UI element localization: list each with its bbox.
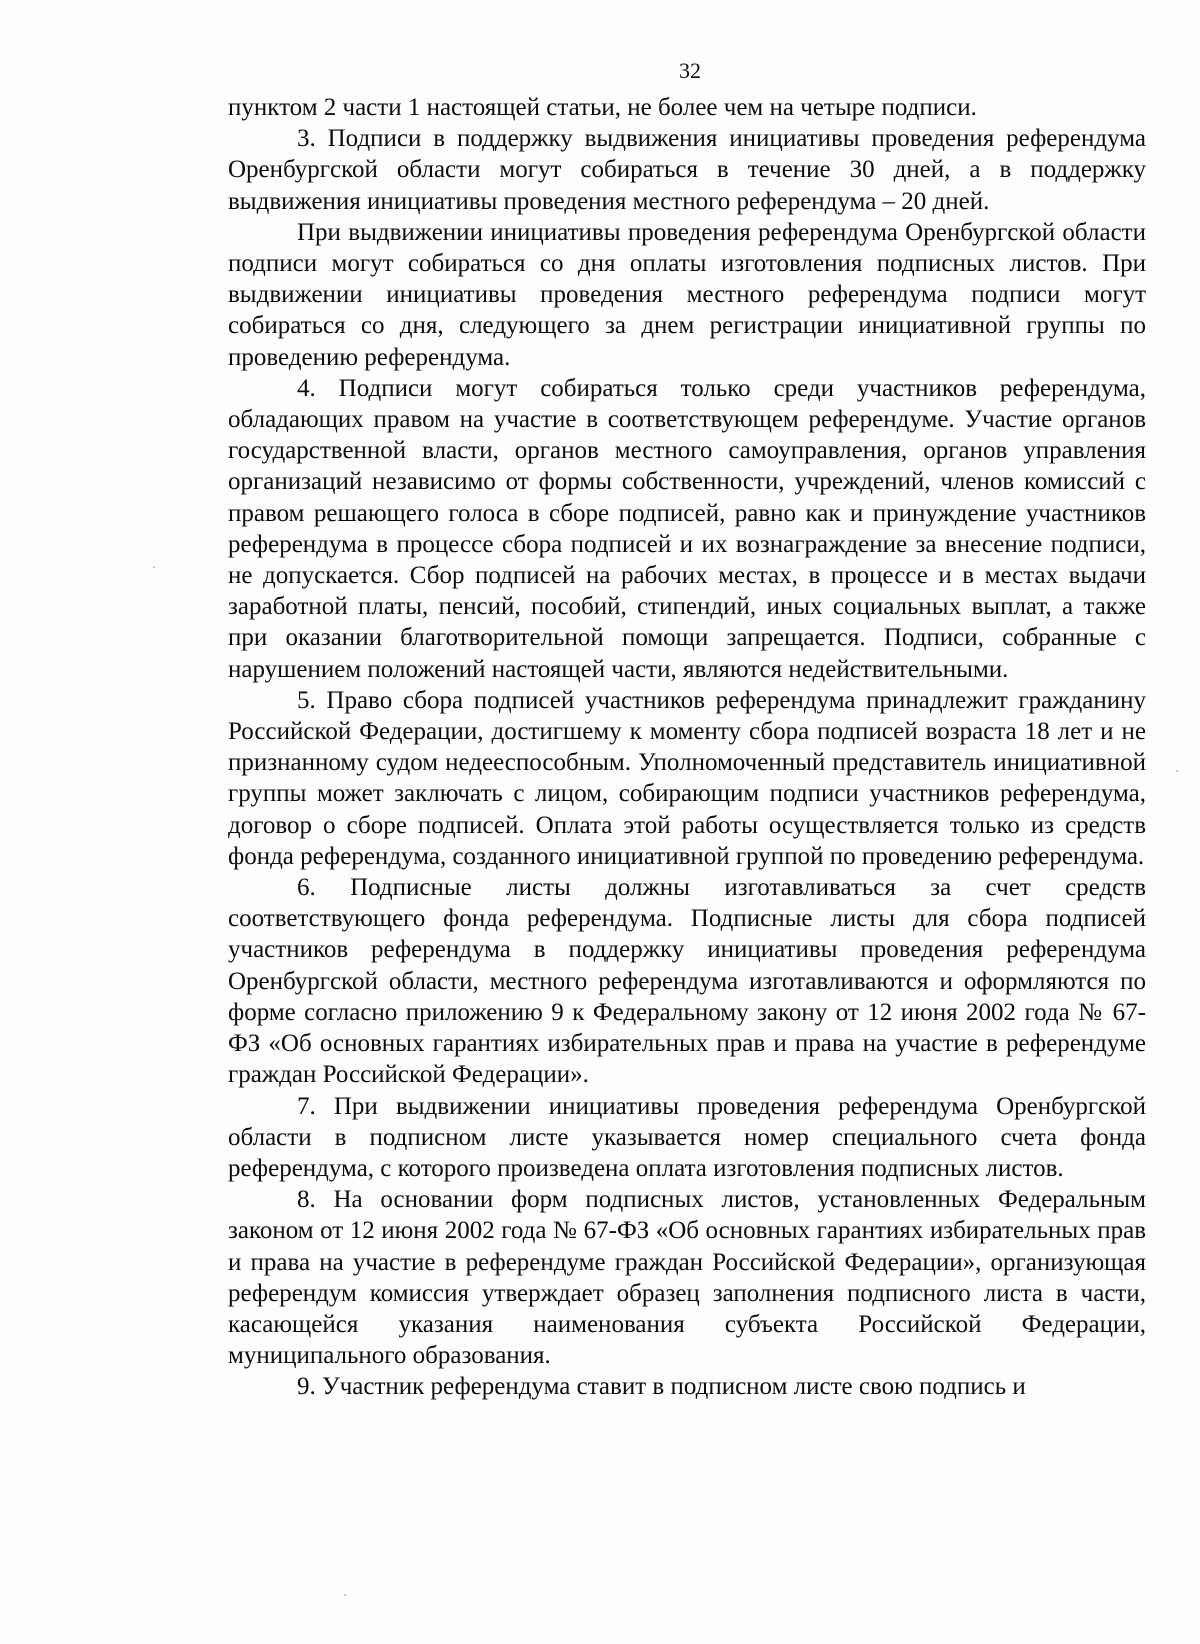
paragraph-8: 8. На основании форм подписных листов, установленных Федеральным законом от 12 июня 2002 года № 67-ФЗ «Об основных гарантиях избирательных прав и права на участие в референдуме граждан Российской Федерации», организующая референдум комиссия утверждает образец заполнения подписного листа в части, касающейся указания наименования субъекта Российской Федерации, муниципального образования. bbox=[228, 1186, 1146, 1370]
paragraph-7: 7. При выдвижении инициативы проведения референдума Оренбургской области в подписном листе указывается номер специального счета фонда референдума, с которого произведена оплата изготовления подписных листов. bbox=[228, 1092, 1146, 1182]
paragraph-5: 5. Право сбора подписей участников референдума принадлежит гражданину Российской Федерации, достигшему к моменту сбора подписей возраста 18 лет и не признанному судом недееспособным. Уполномоченный представитель инициативной группы может заключать с лицом, собирающим подписи участников референдума, договор о сборе подписей. Оплата этой работы осуществляется только из средств фонда референдума, созданного инициативной группой по проведению референдума. bbox=[228, 686, 1146, 870]
paragraph-continuation: пунктом 2 части 1 настоящей статьи, не более чем на четыре подписи. bbox=[228, 94, 977, 121]
page-number: 32 bbox=[679, 58, 701, 83]
paragraph-9: 9. Участник референдума ставит в подписном листе свою подпись и bbox=[297, 1373, 1026, 1401]
scan-speck bbox=[153, 566, 155, 568]
document-body bbox=[228, 92, 1146, 1403]
paragraph-4: 4. Подписи могут собираться только среди участников референдума, обладающих правом на участие в соответствующем референдуме. Участие органов государственной власти, органов местного самоуправления, органов управления организаций независимо от формы собственности, учреждений, членов комиссий с правом решающего голоса в сборе подписей, равно как и принуждение участников референдума в процессе сбора подписей и их вознаграждение за внесение подписи, не допускается. Сбор подписей на рабочих местах, в процессе и в местах выдачи заработной платы, пенсий, пособий, стипендий, иных социальных выплат, а также при оказании благотворительной помощи запрещается. Подписи, собранные с нарушением положений настоящей части, являются недействительными. bbox=[228, 374, 1146, 683]
paragraph-3-continued: При выдвижении инициативы проведения референдума Оренбургской области подписи могут собираться со дня оплаты изготовления подписных листов. При выдвижении инициативы проведения местного референдума подписи могут собираться со дня, следующего за днем регистрации инициативной группы по проведению референдума. bbox=[228, 218, 1146, 371]
scan-speck bbox=[1176, 770, 1178, 772]
paragraph-3: 3. Подписи в поддержку выдвижения инициативы проведения референдума Оренбургской области могут собираться в течение 30 дней, а в поддержку выдвижения инициативы проведения местного референдума – 20 дней. bbox=[228, 125, 1146, 215]
scan-speck bbox=[344, 1594, 346, 1596]
paragraph-6: 6. Подписные листы должны изготавливаться за счет средств соответствующего фонда референдума. Подписные листы для сбора подписей участников референдума в поддержку инициативы проведения референдума Оренбургской области, местного референдума изготавливаются и оформляются по форме согласно приложению 9 к Федеральному закону от 12 июня 2002 года № 67-ФЗ «Об основных гарантиях избирательных прав и права на участие в референдуме граждан Российской Федерации». bbox=[228, 874, 1146, 1089]
